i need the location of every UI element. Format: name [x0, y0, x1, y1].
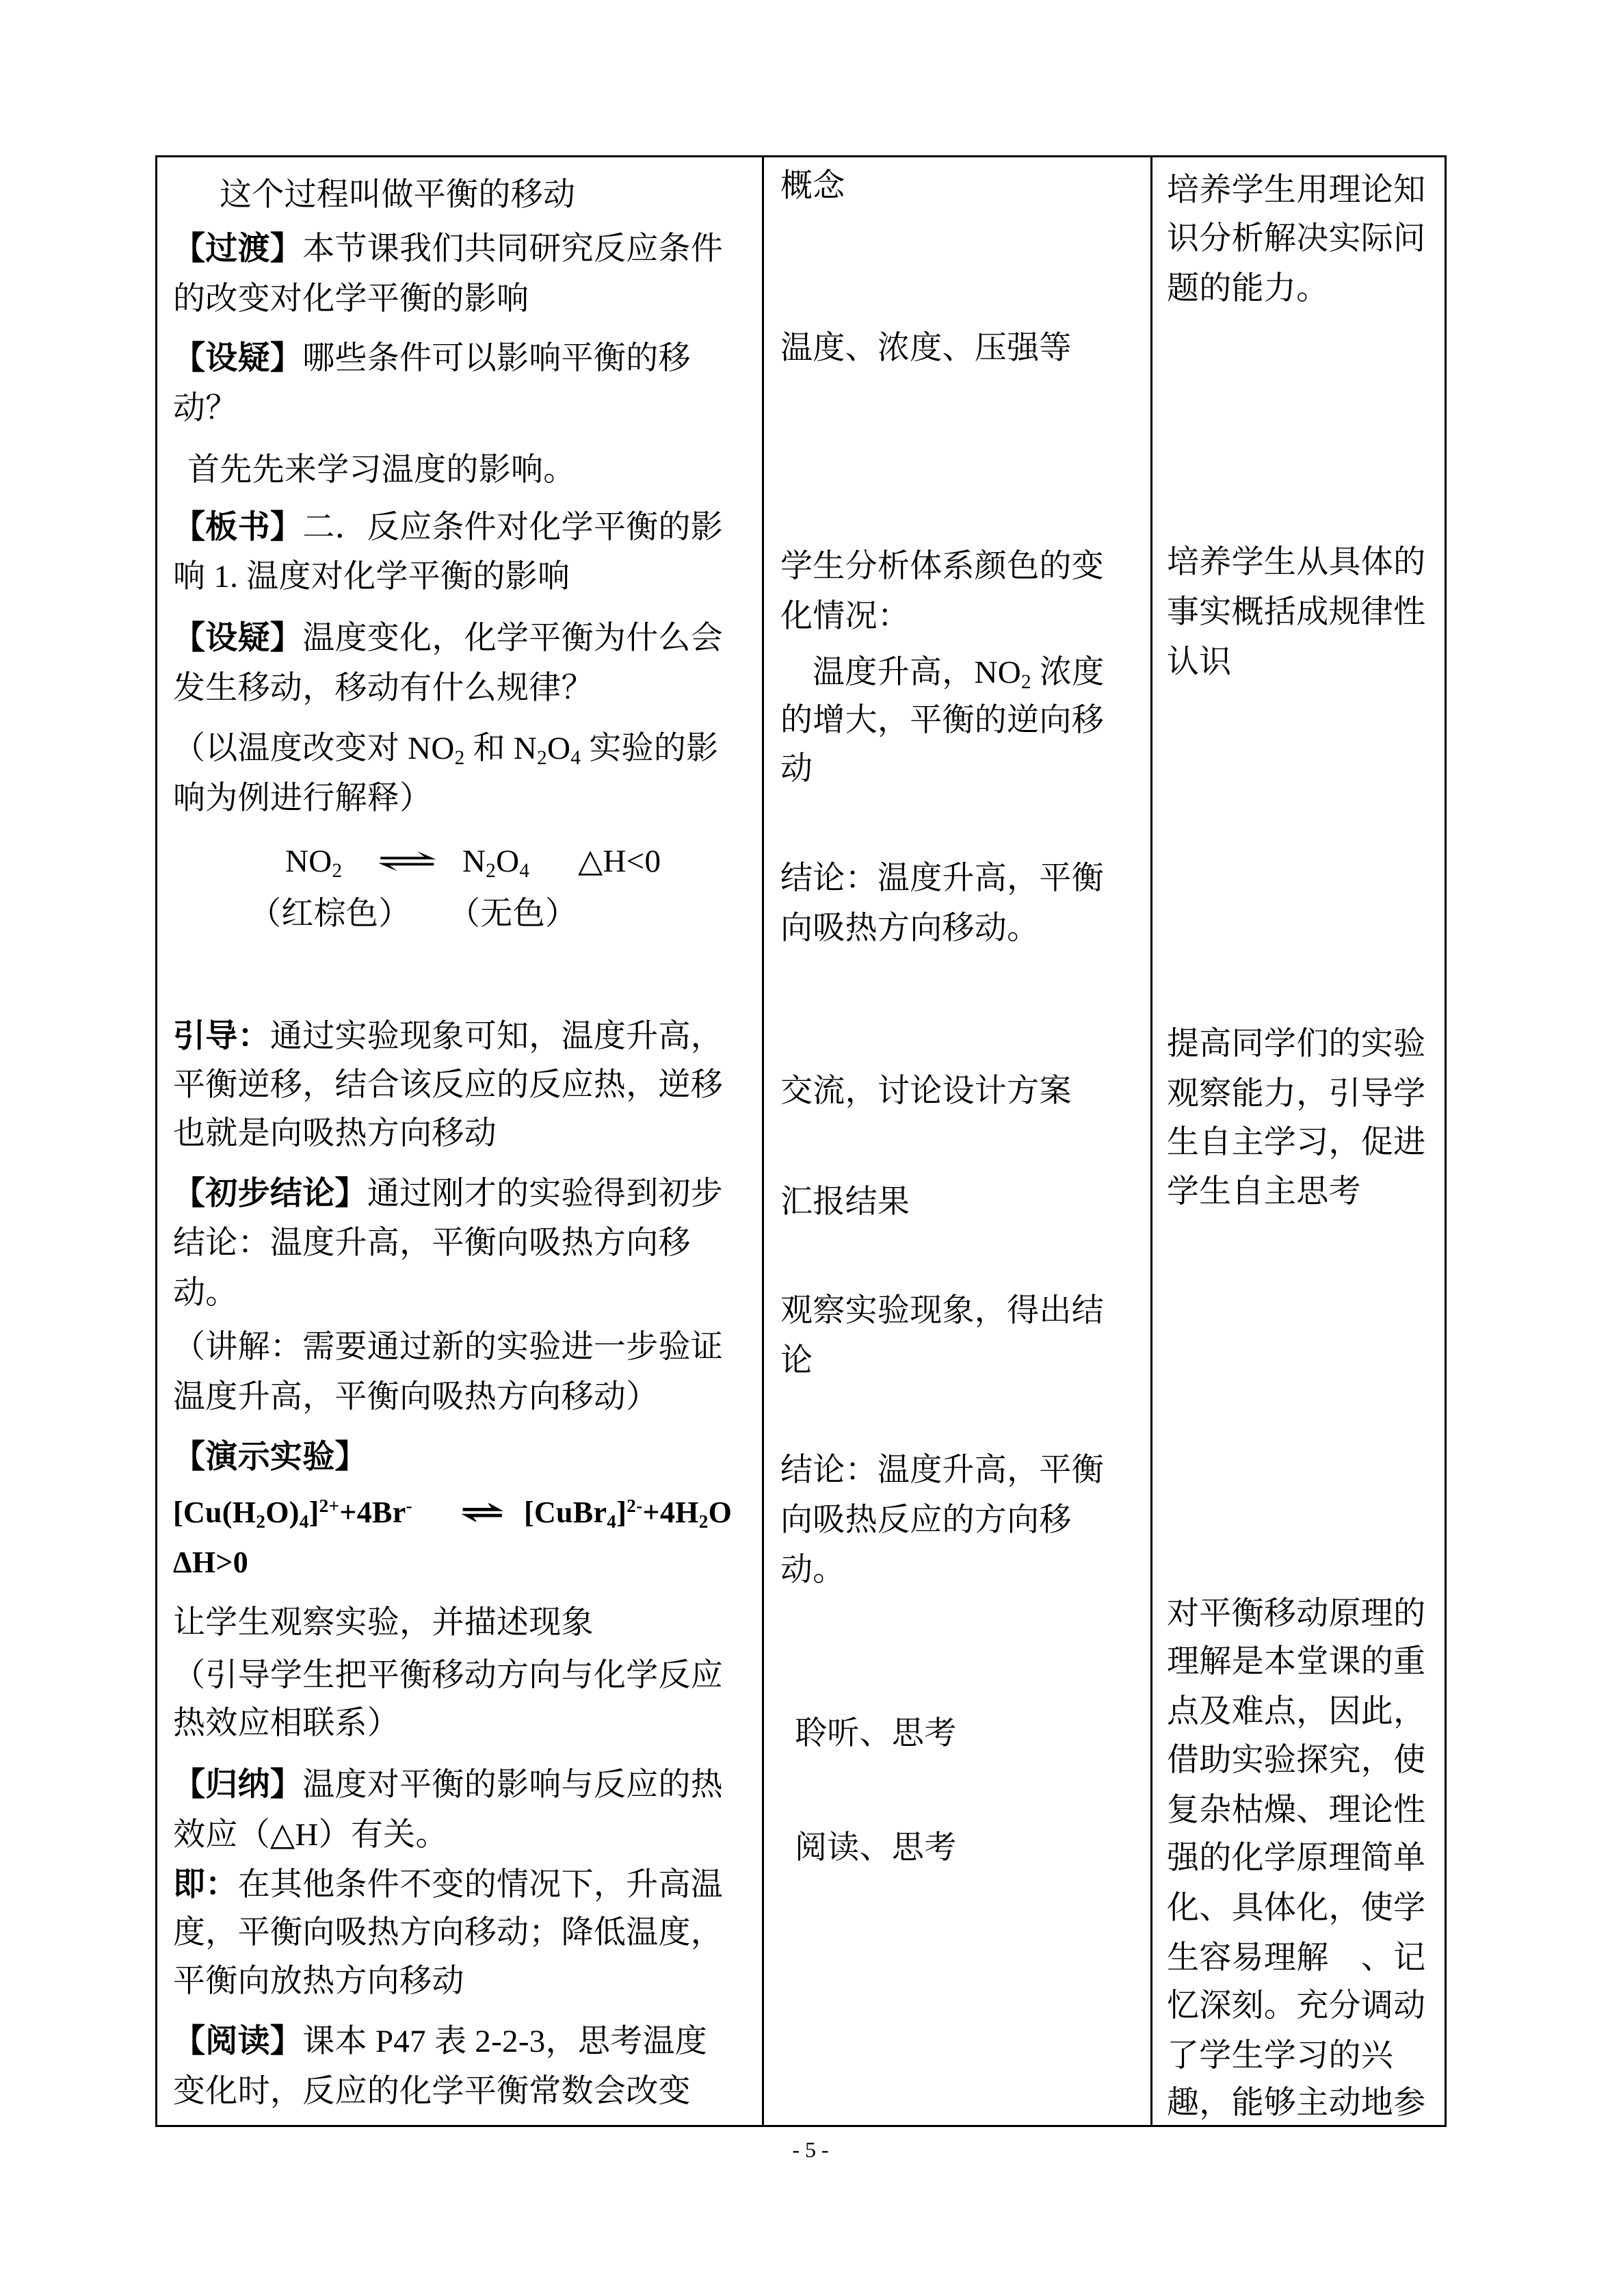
reactant-formula: [285, 841, 342, 882]
student-line: 学生分析体系颜色的变: [780, 549, 1104, 584]
intent-line: 了学生学习的兴: [1167, 2038, 1394, 2074]
formula-text: ]: [308, 1496, 319, 1529]
line-text: 在其他条件不变的情况下，升高温: [237, 1867, 724, 1903]
equilibrium-arrow: [376, 841, 439, 882]
line-text: 温度对平衡的影响与反应的热: [302, 1767, 724, 1803]
teacher-line: [173, 1016, 723, 1057]
intent-line: 认识: [1167, 644, 1232, 680]
equilibrium-arrow: [460, 1492, 505, 1533]
teacher-line: [173, 1864, 723, 1905]
student-line: 向吸热反应的方向移: [780, 1502, 1072, 1538]
teacher-line: 平衡向放热方向移动: [173, 1964, 464, 1999]
section-tag: 【板书】: [173, 510, 303, 545]
student-line: 交流，讨论设计方案: [780, 1073, 1072, 1109]
reactant-color-label: （红棕色）: [249, 896, 411, 932]
product-color-label: （无色）: [448, 896, 578, 932]
teacher-line: [173, 618, 723, 659]
line-text: 课本 P47 表 2-2-3，思考温度: [302, 2024, 708, 2059]
formula-subscript: 4: [607, 1511, 617, 1532]
student-line: 的增大，平衡的逆向移: [780, 703, 1104, 738]
section-tag: 引导：: [173, 1019, 270, 1054]
teacher-line: [173, 2021, 707, 2062]
formula-text: O: [708, 1496, 733, 1529]
teacher-line: 的改变对化学平衡的影响: [173, 281, 529, 317]
teacher-line: 动。: [173, 1275, 238, 1311]
line-text: 温度变化，化学平衡为什么会: [302, 621, 724, 656]
formula-subscript: 4: [299, 1511, 309, 1532]
line-text: 通过刚才的实验得到初步: [367, 1176, 724, 1212]
formula-text: N: [462, 844, 486, 879]
color-labels: [0, 893, 752, 935]
section-tag: 【初步结论】: [173, 1176, 367, 1212]
intent-line: 观察能力，引导学: [1167, 1076, 1426, 1112]
student-line: 概念: [780, 168, 845, 204]
student-line: 向吸热方向移动。: [780, 911, 1040, 946]
teacher-line: [173, 1764, 723, 1805]
equilibrium-arrow-glyph: ⇌: [460, 1496, 505, 1529]
formula-text: +4H: [642, 1496, 699, 1529]
teacher-line: [173, 507, 723, 548]
student-line: 阅读、思考: [795, 1830, 957, 1866]
teacher-line: [173, 338, 691, 379]
intent-line: 生自主学习，促进: [1167, 1125, 1426, 1160]
intent-line: 强的化学原理简单: [1167, 1840, 1426, 1876]
intent-line: 复杂枯燥、理论性: [1167, 1792, 1426, 1828]
formula-text: O: [496, 844, 520, 879]
formula-text: +4Br: [339, 1496, 406, 1529]
formula-text: NO: [285, 844, 332, 879]
formula-text: ]: [616, 1496, 627, 1529]
line-text: 和 N: [464, 731, 538, 766]
intent-line: 借助实验探究，使: [1167, 1743, 1426, 1778]
intent-line: 学生自主思考: [1167, 1174, 1361, 1210]
intent-line: 对平衡移动原理的: [1167, 1596, 1426, 1632]
reaction-equation: [0, 841, 752, 882]
intent-line: 识分析解决实际问: [1167, 221, 1426, 257]
teacher-line: 响 1. 温度对化学平衡的影响: [173, 559, 570, 595]
student-line: 结论：温度升高，平衡: [780, 1452, 1104, 1488]
product-formula: [524, 1492, 732, 1533]
formula-subscript: 2: [698, 1511, 709, 1532]
intent-line: 化、具体化，使学: [1167, 1890, 1426, 1926]
line-text: 本节课我们共同研究反应条件: [302, 231, 724, 267]
line-text: 通过实验现象可知，温度升高，: [269, 1019, 724, 1054]
teacher-line: （引导学生把平衡移动方向与化学反应: [173, 1658, 724, 1693]
section-tag: 【阅读】: [173, 2024, 303, 2059]
intent-line: 题的能力。: [1167, 271, 1329, 306]
formula-subscript: 2: [537, 747, 548, 770]
student-line: 化情况：: [780, 599, 910, 634]
student-line: 动。: [780, 1552, 845, 1588]
student-line: 观察实验现象，得出结: [780, 1293, 1104, 1329]
student-line: 汇报结果: [780, 1184, 910, 1220]
student-line: 动: [780, 751, 813, 787]
teacher-line: [173, 728, 718, 769]
formula-subscript: 2: [454, 747, 465, 770]
intent-line: 忆深刻。充分调动: [1167, 1988, 1426, 2024]
student-line: 温度、浓度、压强等: [780, 330, 1072, 366]
column-divider-2: [1150, 155, 1152, 2127]
line-text: 实验的影: [581, 731, 719, 766]
formula-text: [Cu(H: [173, 1496, 256, 1529]
teacher-line: 热效应相联系）: [173, 1706, 400, 1741]
section-tag: 【归纳】: [173, 1767, 303, 1803]
formula-subscript: 2: [1020, 671, 1031, 694]
line-text: 二．反应条件对化学平衡的影: [302, 510, 724, 545]
teacher-line: 响为例进行解释）: [173, 781, 432, 816]
teacher-line: 发生移动，移动有什么规律？: [173, 670, 594, 706]
intent-line: 理解是本堂课的重: [1167, 1644, 1426, 1680]
demo-reaction-equation: [0, 1492, 752, 1533]
section-tag: 【演示实验】: [173, 1439, 367, 1475]
line-text: O: [547, 731, 571, 766]
intent-line: 生容易理解 、记: [1167, 1940, 1426, 1976]
reactant-formula: [173, 1492, 412, 1533]
formula-subscript: 2: [486, 860, 497, 883]
page-number: - 5 -: [792, 2137, 829, 2162]
enthalpy-change: △H<0: [578, 844, 661, 879]
formula-subscript: 2: [256, 1511, 266, 1532]
formula-subscript: 4: [519, 860, 530, 883]
intent-line: 事实概括成规律性: [1167, 595, 1426, 630]
product-formula: [462, 841, 529, 882]
teacher-line: 首先先来学习温度的影响。: [187, 452, 576, 488]
teacher-line: [173, 229, 723, 270]
line-text: 哪些条件可以影响平衡的移: [302, 341, 691, 376]
teacher-line: [173, 1173, 723, 1214]
intent-line: 点及难点，因此，: [1167, 1694, 1426, 1730]
intent-line: 培养学生从具体的: [1167, 545, 1426, 580]
teacher-line: 温度升高，平衡向吸热方向移动）: [173, 1379, 659, 1415]
section-tag: 【过渡】: [173, 231, 303, 267]
teacher-line: 平衡逆移，结合该反应的反应热，逆移: [173, 1067, 724, 1103]
section-tag: 【设疑】: [173, 621, 303, 656]
formula-text: [CuBr: [524, 1496, 607, 1529]
teacher-line: 结论：温度升高，平衡向吸热方向移: [173, 1225, 691, 1261]
teacher-line: 也就是向吸热方向移动: [173, 1116, 497, 1151]
section-tag: 【设疑】: [173, 341, 303, 376]
line-text: 浓度: [1031, 655, 1105, 690]
enthalpy-change: ΔH>0: [173, 1545, 249, 1579]
section-tag: 即：: [173, 1867, 238, 1903]
formula-subscript: 4: [570, 747, 581, 770]
student-line: [813, 652, 1105, 693]
teacher-line: 这个过程叫做平衡的移动: [220, 177, 576, 213]
intent-line: 提高同学们的实验: [1167, 1026, 1426, 1062]
line-text: 温度升高，NO: [813, 655, 1021, 690]
intent-line: 趣，能够主动地参: [1167, 2085, 1426, 2121]
teacher-line: （讲解：需要通过新的实验进一步验证: [173, 1329, 724, 1365]
teacher-line: 让学生观察实验，并描述现象: [173, 1605, 594, 1641]
formula-superscript: -: [406, 1496, 412, 1516]
formula-superscript: 2-: [627, 1496, 643, 1516]
student-line: 论: [780, 1343, 813, 1379]
student-line: 结论：温度升高，平衡: [780, 861, 1104, 896]
formula-text: O): [265, 1496, 300, 1529]
line-text: （以温度改变对 NO: [173, 731, 455, 766]
teacher-line: 动？: [173, 391, 238, 426]
formula-subscript: 2: [332, 860, 343, 883]
column-divider-1: [762, 155, 764, 2127]
equilibrium-arrow-glyph: ⇌: [376, 844, 439, 879]
student-line: 聆听、思考: [795, 1716, 957, 1751]
teacher-line: 效应（△H）有关。: [173, 1817, 448, 1853]
formula-superscript: 2+: [319, 1496, 340, 1516]
teacher-line: 度，平衡向吸热方向移动；降低温度，: [173, 1915, 724, 1951]
intent-line: 培养学生用理论知: [1167, 172, 1426, 208]
teacher-line: 变化时，反应的化学平衡常数会改变: [173, 2074, 691, 2109]
